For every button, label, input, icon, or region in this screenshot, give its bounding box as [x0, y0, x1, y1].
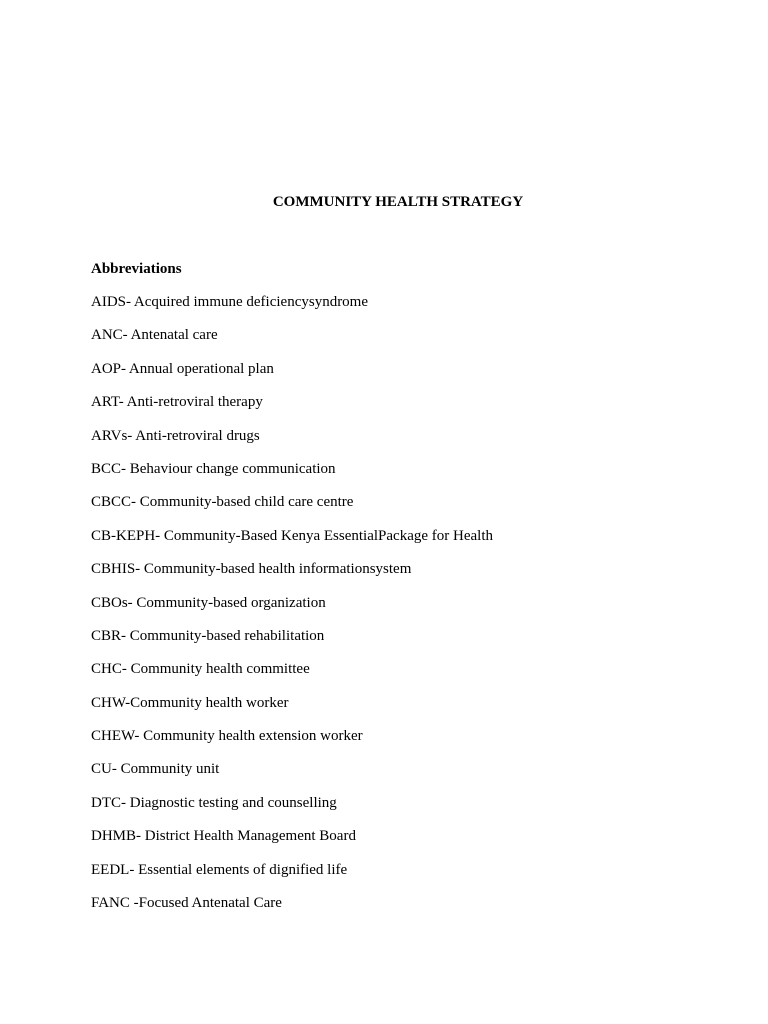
abbreviation-item: FANC -Focused Antenatal Care — [91, 895, 282, 912]
abbreviation-item: AIDS- Acquired immune deficiencysyndrome — [91, 294, 369, 310]
abbreviation-item: CHC- Community health committee — [91, 661, 310, 678]
abbreviation-item: CBR- Community-based rehabilitation — [91, 627, 325, 644]
abbreviation-item: CBCC- Community-based child care centre — [91, 494, 354, 511]
abbreviation-item: EEDL- Essential elements of dignified life — [91, 861, 348, 878]
abbreviation-item: CHEW- Community health extension worker — [91, 728, 363, 745]
abbreviation-item: BCC- Behaviour change communication — [91, 460, 336, 477]
abbreviation-item: CB-KEPH- Community-Based Kenya EssentialPackage for Health — [91, 527, 493, 544]
abbreviation-item: DTC- Diagnostic testing and counselling — [91, 794, 337, 811]
abbreviation-item: CHW-Community health worker — [91, 694, 289, 711]
abbreviation-item: ARVs- Anti-retroviral drugs — [91, 427, 260, 444]
abbreviation-item: DHMB- District Health Management Board — [91, 828, 356, 845]
abbreviation-item: CBOs- Community-based organization — [91, 594, 326, 611]
abbreviation-item: AOP- Annual operational plan — [91, 360, 274, 377]
abbreviations-heading: Abbreviations — [91, 261, 182, 277]
document-title: COMMUNITY HEALTH STRATEGY — [272, 194, 524, 210]
abbreviation-item: CBHIS- Community-based health informationsystem — [91, 561, 412, 578]
abbreviation-item: CU- Community unit — [91, 761, 220, 778]
abbreviation-item: ART- Anti-retroviral therapy — [91, 394, 263, 411]
abbreviation-item: ANC- Antenatal care — [91, 327, 218, 344]
abbreviations-list — [91, 292, 493, 926]
